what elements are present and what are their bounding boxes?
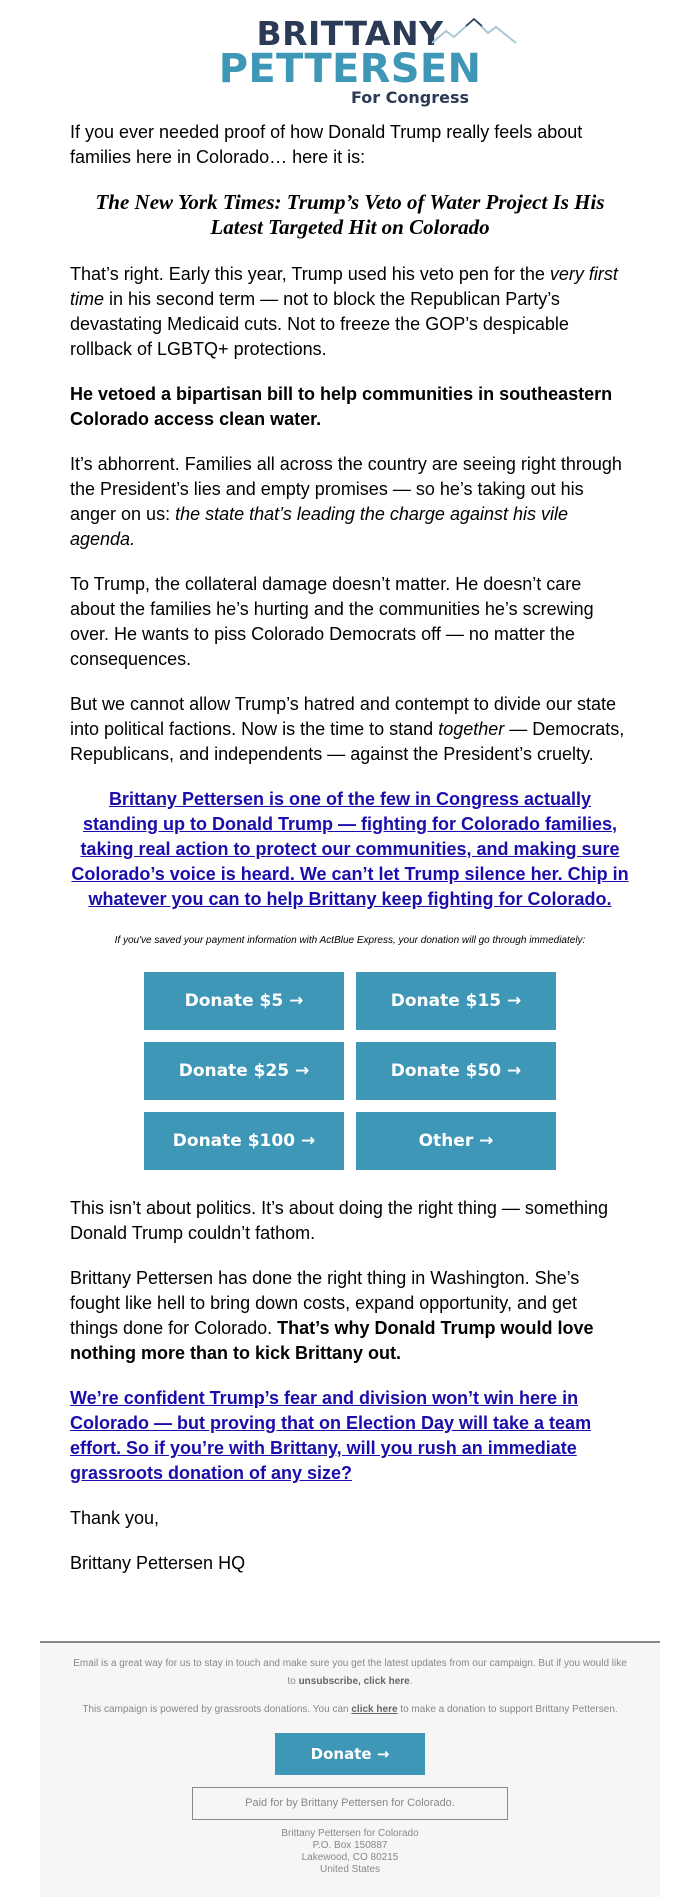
- address-line: United States: [319, 1864, 381, 1875]
- footer-powered-copy-b: to make a donation to support Brittany Pettersen.: [397, 1704, 618, 1715]
- paragraph-together-text-a: But we cannot allow Trump’s hatred and contempt to divide our state into political factions. Now is the time to stand: [70, 694, 616, 739]
- paragraph-clean-water: He vetoed a bipartisan bill to help communities in southeastern Colorado access clean water.: [70, 384, 613, 429]
- paragraph-abhorrent-emphasis: the state that’s leading the charge against his vile agenda.: [70, 504, 569, 549]
- paragraph-together: [70, 692, 630, 767]
- address-line: Brittany Pettersen for Colorado: [281, 1828, 419, 1839]
- paragraph-abhorrent: [70, 452, 630, 552]
- donation-button-grid: [70, 972, 630, 1170]
- footer-powered-text: [40, 1701, 660, 1719]
- footer-powered-copy-a: This campaign is powered by grassroots donations. You can: [82, 1704, 352, 1715]
- actblue-note: If you've saved your payment information with ActBlue Express, your donation will go through immediately:: [114, 935, 586, 946]
- paid-for-disclaimer: Paid for by Brittany Pettersen for Colorado.: [192, 1787, 508, 1820]
- footer-donate-button[interactable]: Donate →: [275, 1733, 425, 1775]
- logo-line-first-name: BRITTANY: [256, 14, 444, 53]
- intro-paragraph: If you ever needed proof of how Donald Trump really feels about families here in Colorado… here it is:: [70, 122, 583, 167]
- donate-5-button[interactable]: Donate $5 →: [144, 972, 344, 1030]
- paragraph-politics: This isn’t about politics. It’s about doing the right thing — something Donald Trump couldn’t fathom.: [70, 1198, 608, 1243]
- paragraph-right-thing-text: Brittany Pettersen has done the right thing in Washington. She’s fought like hell to bring down costs, expand opportunity, and get things done for Colorado.: [70, 1268, 580, 1338]
- mountain-icon: [432, 17, 542, 45]
- campaign-logo: [70, 0, 630, 110]
- donate-other-button[interactable]: Other →: [356, 1112, 556, 1170]
- signoff: Thank you,: [70, 1508, 160, 1528]
- paragraph-right-thing-bold: That’s why Donald Trump would love nothing more than to kick Brittany out.: [70, 1318, 594, 1363]
- mailing-address: [40, 1828, 660, 1876]
- footer-email-copy: Email is a great way for us to stay in touch and make sure you get the latest updates from our campaign. But if you would like to: [73, 1658, 627, 1687]
- donate-25-button[interactable]: Donate $25 →: [144, 1042, 344, 1100]
- unsubscribe-link[interactable]: unsubscribe, click here: [298, 1676, 410, 1687]
- paragraph-veto-text-a: That’s right. Early this year, Trump used his veto pen for the: [70, 264, 550, 284]
- paragraph-right-thing: [70, 1266, 630, 1366]
- address-line: P.O. Box 150887: [312, 1840, 388, 1851]
- footer-donate-link[interactable]: click here: [351, 1704, 398, 1715]
- paragraph-together-text-c: — Democrats, Republicans, and independents — against the President’s cruelty.: [70, 719, 625, 764]
- signature: Brittany Pettersen HQ: [70, 1553, 246, 1573]
- paragraph-collateral: To Trump, the collateral damage doesn’t matter. He doesn’t care about the families he’s hurting and the communities he’s screwing over. He wants to piss Colorado Democrats off — no matter the consequences.: [70, 574, 594, 669]
- paragraph-veto-emphasis: very first time: [70, 264, 618, 309]
- footer-email-text: Email is a great way for us to stay in touch and make sure you get the latest updates from our campaign. But if you would like to unsubscribe, click here.: [73, 1658, 627, 1687]
- donate-50-button[interactable]: Donate $50 →: [356, 1042, 556, 1100]
- donate-15-button[interactable]: Donate $15 →: [356, 972, 556, 1030]
- donate-100-button[interactable]: Donate $100 →: [144, 1112, 344, 1170]
- nyt-headline: The New York Times: Trump’s Veto of Water Project Is His Latest Targeted Hit on Colorado: [95, 190, 605, 239]
- address-line: Lakewood, CO 80215: [301, 1852, 399, 1863]
- email-footer: [40, 1641, 660, 1897]
- donate-cta-link-1[interactable]: Brittany Pettersen is one of the few in Congress actually standing up to Donald Trump — fighting for Colorado families, taking real action to protect our communities, and making sure Colorado’s voice is heard. We can’t let Trump silence her. Chip in whatever you can to help Brittany keep fighting for Colorado.: [71, 789, 629, 909]
- donate-cta-link-2[interactable]: We’re confident Trump’s fear and division won’t win here in Colorado — but proving that on Election Day will take a team effort. So if you’re with Brittany, will you rush an immediate grassroots donation of any size?: [70, 1388, 592, 1483]
- logo-line-tagline: For Congress: [350, 88, 470, 107]
- paragraph-veto: [70, 262, 630, 362]
- paragraph-veto-text-c: in his second term — not to block the Republican Party’s devastating Medicaid cuts. Not to freeze the GOP’s despicable rollback of LGBTQ+ protections.: [70, 289, 569, 359]
- logo-line-last-name: PETTERSEN: [218, 46, 482, 92]
- paragraph-abhorrent-text: It’s abhorrent. Families all across the country are seeing right through the President’s lies and empty promises — so he’s taking out his anger on us:: [70, 454, 622, 524]
- paragraph-together-emphasis: together: [438, 719, 505, 739]
